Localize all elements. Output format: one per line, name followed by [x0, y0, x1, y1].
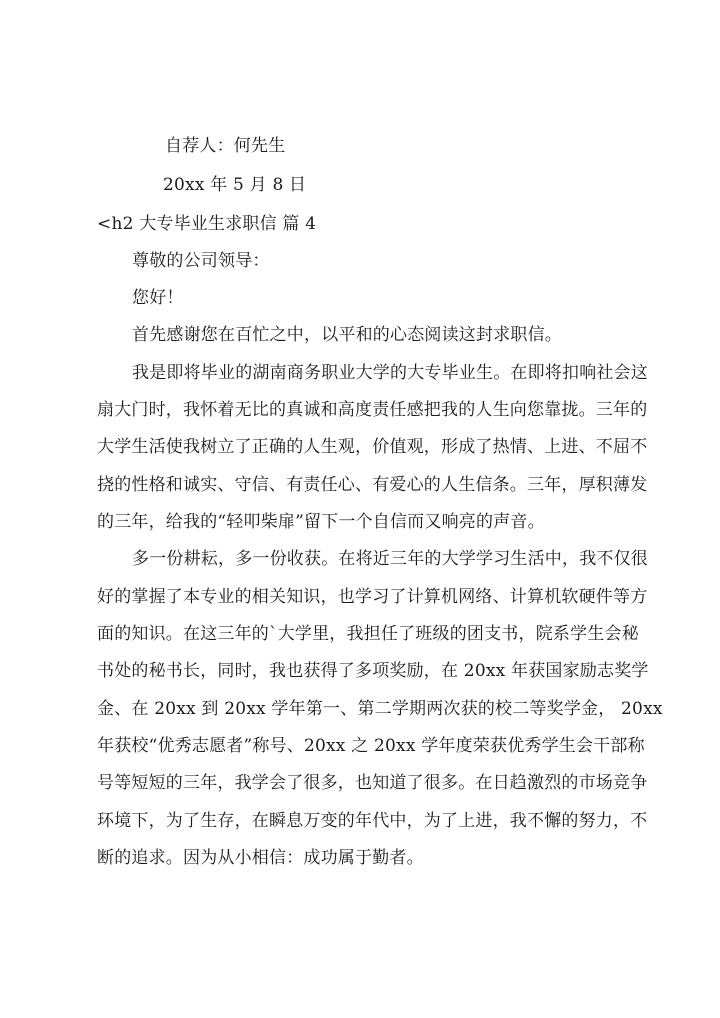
paragraph-2-line: 金、在 20xx 到 20xx 学年第一、第二学期两次获的校二等奖学金， 20xx — [97, 699, 663, 719]
greeting: 您好！ — [132, 288, 184, 308]
paragraph-1-line: 大学生活使我树立了正确的人生观，价值观，形成了热情、上进、不屈不 — [97, 437, 648, 457]
paragraph-2-line: 面的知识。在这三年的`大学里，我担任了班级的团支书，院系学生会秘 — [97, 624, 639, 644]
paragraph-2-line: 好的掌握了本专业的相关知识，也学习了计算机网络、计算机软硬件等方 — [97, 587, 648, 607]
intro-sentence: 首先感谢您在百忙之中，以平和的心态阅读这封求职信。 — [132, 325, 562, 345]
paragraph-2-line: 书处的秘书长，同时，我也获得了多项奖励，在 20xx 年获国家励志奖学 — [97, 661, 649, 681]
paragraph-2-line: 号等短短的三年，我学会了很多，也知道了很多。在日趋激烈的市场竞争 — [97, 773, 648, 793]
paragraph-1-line: 我是即将毕业的湖南商务职业大学的大专毕业生。在即将扣响社会这 — [132, 363, 648, 383]
paragraph-2-line: 环境下，为了生存，在瞬息万变的年代中，为了上进，我不懈的努力，不 — [97, 811, 648, 831]
paragraph-2-line: 多一份耕耘，多一份收获。在将近三年的大学学习生活中，我不仅很 — [132, 549, 648, 569]
paragraph-1-line: 扇大门时，我怀着无比的真诚和高度责任感把我的人生向您靠拢。三年的 — [97, 400, 648, 420]
salutation: 尊敬的公司领导： — [132, 251, 270, 271]
paragraph-1-line: 挠的性格和诚实、守信、有责任心、有爱心的人生信条。三年，厚积薄发 — [97, 475, 648, 495]
signer-line: 自荐人：何先生 — [165, 136, 286, 156]
paragraph-2-line: 年获校“优秀志愿者”称号、20xx 之 20xx 学年度荣获优秀学生会干部称 — [97, 736, 645, 756]
section-heading: <h2 大专毕业生求职信 篇 4 — [97, 214, 317, 234]
paragraph-1-line: 的三年，给我的“轻叩柴扉”留下一个自信而又响亮的声音。 — [97, 512, 545, 532]
paragraph-2-line: 断的追求。因为从小相信：成功属于勤者。 — [97, 848, 424, 868]
date-line: 20xx 年 5 月 8 日 — [163, 175, 307, 195]
